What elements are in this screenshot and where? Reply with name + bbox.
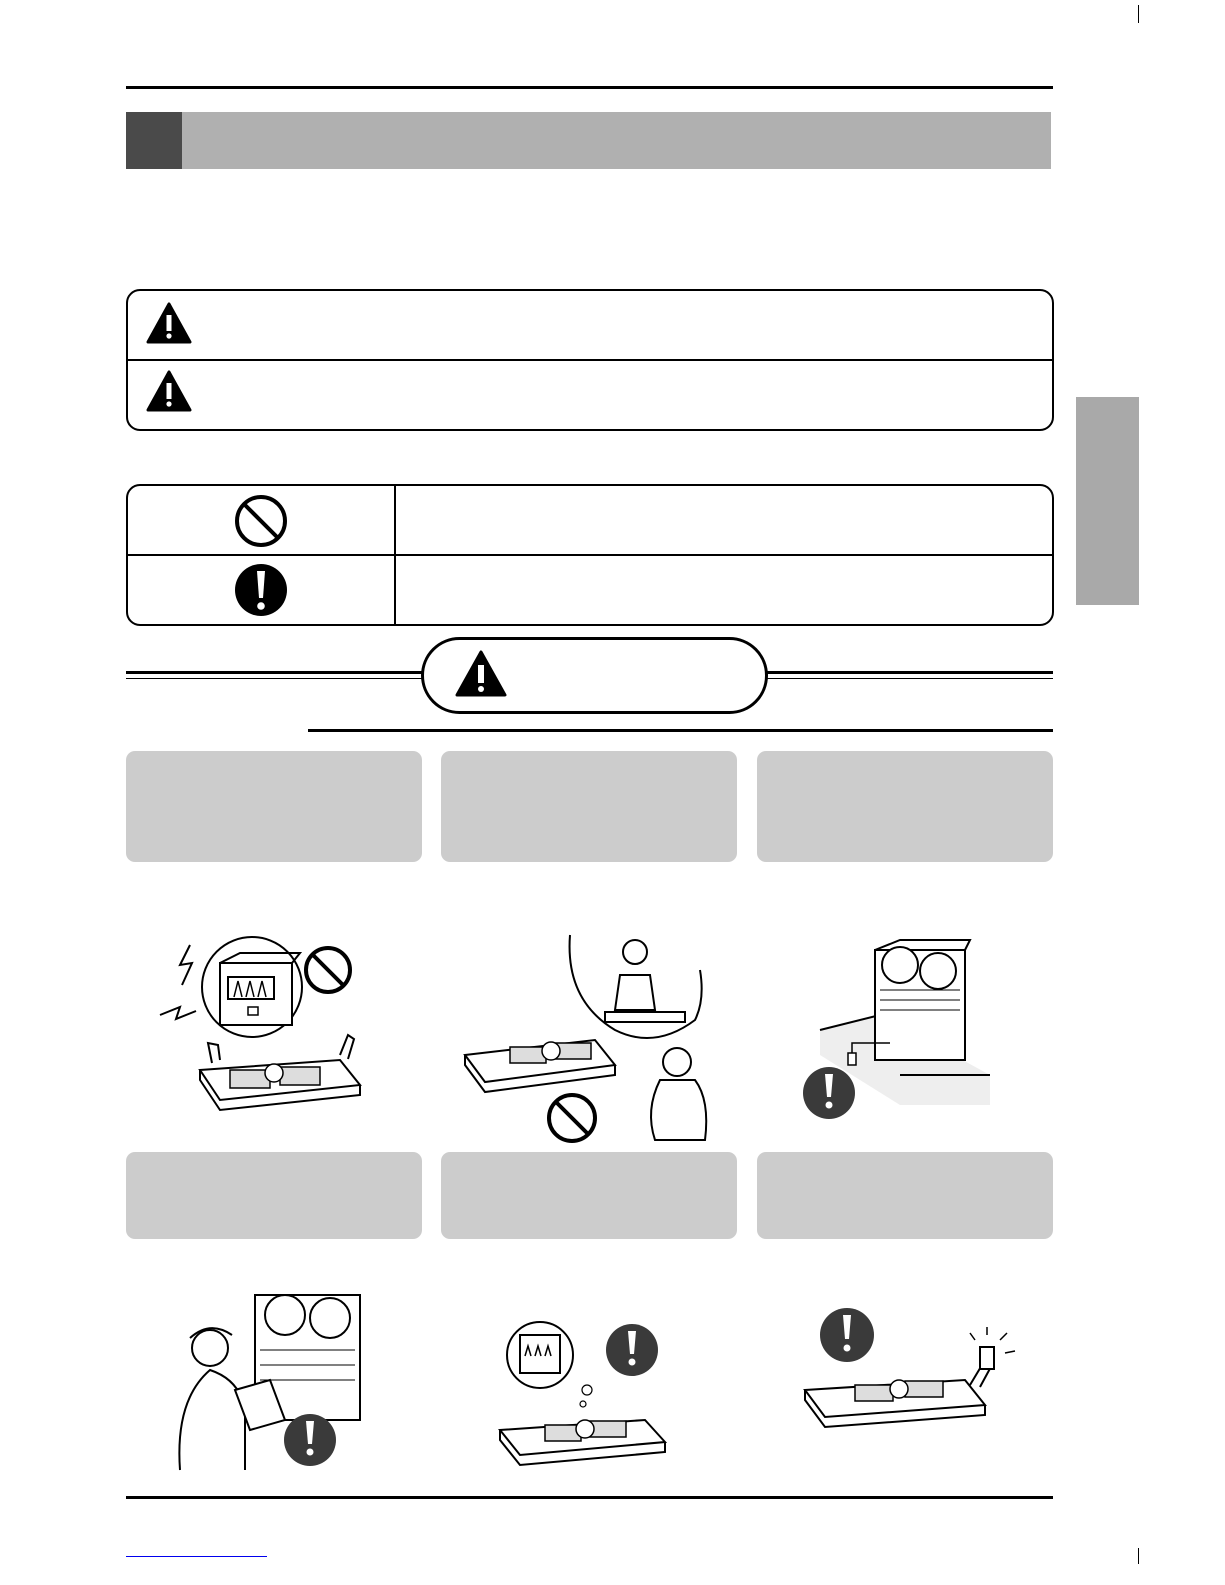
footer-link-underline[interactable] [126, 1556, 267, 1557]
subsection-rule [308, 729, 1053, 732]
signal-word-table [126, 289, 1054, 431]
dedicated-breaker-illustration [495, 1320, 675, 1480]
service-center-illustration [455, 930, 715, 1145]
caution-triangle-icon [146, 370, 192, 412]
banner-line-left-2 [126, 678, 424, 679]
banner-warning-icon [455, 650, 507, 697]
banner-line-right-1 [765, 671, 1053, 674]
side-tab [1076, 397, 1139, 605]
symbol-table-hdivider [128, 554, 1052, 556]
correct-fuse-illustration [795, 1305, 1030, 1455]
crop-mark-top [1138, 5, 1139, 23]
panel-4-text [126, 1152, 422, 1239]
warning-triangle-icon [146, 302, 192, 344]
installer-manual-illustration [160, 1280, 375, 1475]
panel-3-text [757, 751, 1053, 862]
banner-line-left-1 [126, 671, 424, 674]
breaker-shock-illustration [150, 935, 370, 1125]
symbol-table-vdivider [394, 486, 396, 624]
bottom-rule [126, 1496, 1053, 1499]
banner-line-right-2 [765, 678, 1053, 679]
panel-6-text [757, 1152, 1053, 1239]
section-header-bar [126, 112, 1051, 169]
crop-mark-bottom [1138, 1548, 1139, 1564]
panel-5-text [441, 1152, 737, 1239]
section-number-block [126, 112, 182, 169]
mandatory-action-icon [232, 563, 290, 617]
top-rule [126, 86, 1053, 89]
outdoor-unit-grounding-illustration [800, 935, 1000, 1120]
signal-table-divider [128, 359, 1052, 361]
panel-2-text [441, 751, 737, 862]
prohibition-icon [232, 494, 290, 548]
panel-1-text [126, 751, 422, 862]
